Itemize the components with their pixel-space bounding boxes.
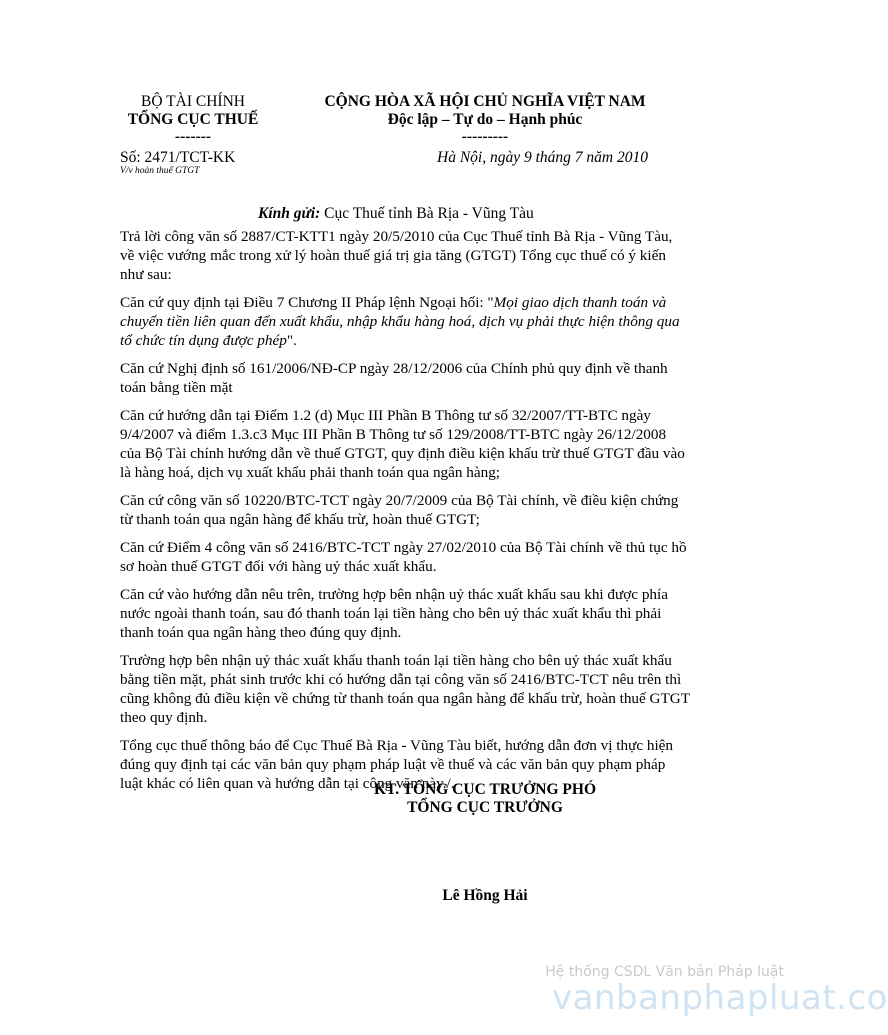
paragraph-2-quote: Mọi giao dịch thanh toán và chuyển tiền liên quan đến xuất khẩu, nhập khẩu hàng hoá, dịch vụ phải thực hiện thông qua tổ chức tín dụng được phép [120, 294, 680, 349]
paragraph-3: Căn cứ Nghị định số 161/2006/NĐ-CP ngày 28/12/2006 của Chính phủ quy định về thanh toán bằng tiền mặt [120, 360, 668, 396]
letter-body [120, 227, 690, 802]
paragraph-8: Trường hợp bên nhận uỷ thác xuất khẩu thanh toán lại tiền hàng cho bên uỷ thác xuất khẩu bằng tiền mặt, phát sinh trước khi có hướng dẫn tại công văn số 2416/BTC-TCT nêu trên thì cũng không đủ điều kiện về chứng từ thanh toán qua ngân hàng để khấu trừ, hoàn thuế GTGT theo quy định. [120, 652, 690, 726]
watermark-caption: Hệ thống CSDL Văn bản Pháp luật [545, 964, 784, 980]
recipient-label: Kính gửi: [258, 205, 321, 222]
paragraph-1: Trả lời công văn số 2887/CT-KTT1 ngày 20/5/2010 của Cục Thuế tỉnh Bà Rịa - Vũng Tàu, về việc vướng mắc trong xử lý hoàn thuế giá trị gia tăng (GTGT) Tổng cục thuế có ý kiến như sau: [120, 228, 673, 283]
signature-title-1: KT. TỔNG CỤC TRƯỞNG PHÓ [373, 781, 597, 798]
watermark-logo: vanbanphapluat.co [552, 978, 888, 1018]
agency-name: TỔNG CỤC THUẾ [127, 111, 259, 128]
paragraph-5: Căn cứ công văn số 10220/BTC-TCT ngày 20/7/2009 của Bộ Tài chính, về điều kiện chứng từ thanh toán qua ngân hàng để khấu trừ, hoàn thuế GTGT; [120, 492, 679, 528]
right-rule: --------- [461, 128, 509, 145]
doc-number: Số: 2471/TCT-KK [120, 149, 236, 166]
recipient-name: Cục Thuế tỉnh Bà Rịa - Vũng Tàu [320, 205, 534, 222]
signature-title-2: TỔNG CỤC TRƯỞNG [407, 799, 563, 816]
paragraph-4: Căn cứ hướng dẫn tại Điểm 1.2 (d) Mục III Phần B Thông tư số 32/2007/TT-BTC ngày 9/4/2007 và điểm 1.3.c3 Mục III Phần B Thông tư số 129/2008/TT-BTC ngày 26/12/2008 của Bộ Tài chính hướng dẫn về thuế GTGT, quy định điều kiện khấu trừ thuế GTGT đầu vào là hàng hoá, dịch vụ xuất khẩu phải thanh toán qua ngân hàng; [120, 407, 685, 481]
right-header [290, 93, 680, 145]
signature-block [340, 781, 630, 817]
country-name: CỘNG HÒA XÃ HỘI CHỦ NGHĨA VIỆT NAM [324, 93, 646, 110]
paragraph-2-lead: Căn cứ quy định tại Điều 7 Chương II Pháp lệnh Ngoại hối: " [120, 294, 494, 311]
ministry-name: BỘ TÀI CHÍNH [141, 93, 245, 110]
paragraph-2 [120, 293, 690, 350]
paragraph-7: Căn cứ vào hướng dẫn nêu trên, trường hợp bên nhận uỷ thác xuất khẩu sau khi được phía nước ngoài thanh toán, sau đó thanh toán lại tiền hàng cho bên uỷ thác xuất khẩu thì phải thanh toán qua ngân hàng theo đúng quy định. [120, 586, 668, 641]
place-date: Hà Nội, ngày 9 tháng 7 năm 2010 [437, 149, 648, 166]
signer-name: Lê Hồng Hải [442, 887, 528, 904]
paragraph-2-tail: ". [286, 332, 297, 349]
doc-subject: V/v hoàn thuế GTGT [120, 166, 200, 176]
paragraph-6: Căn cứ Điểm 4 công văn số 2416/BTC-TCT ngày 27/02/2010 của Bộ Tài chính về thủ tục hồ sơ hoàn thuế GTGT đối với hàng uỷ thác xuất khẩu. [120, 539, 687, 575]
recipient-line [258, 205, 534, 223]
national-motto: Độc lập – Tự do – Hạnh phúc [387, 111, 583, 128]
left-header [118, 93, 268, 145]
paragraph-9: Tổng cục thuế thông báo để Cục Thuế Bà Rịa - Vũng Tàu biết, hướng dẫn đơn vị thực hiện đúng quy định tại các văn bản quy phạm pháp luật về thuế và các văn bản quy phạm pháp luật khác có liên quan và hướng dẫn tại công văn này./. [120, 737, 674, 792]
left-rule: ------- [174, 128, 212, 145]
